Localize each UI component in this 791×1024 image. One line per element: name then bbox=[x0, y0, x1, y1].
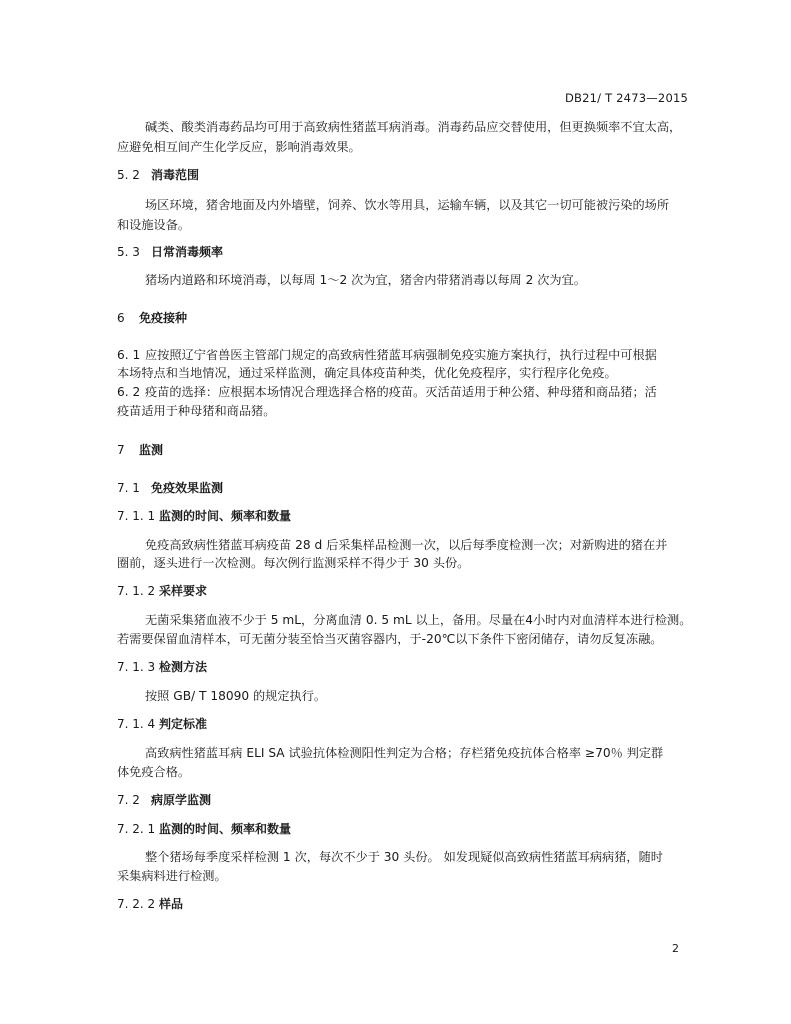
paragraph-line: 场区环境，猪舍地面及内外墙壁，饲养、饮水等用具，运输车辆，以及其它一切可能被污染的场所 bbox=[145, 198, 670, 212]
section-heading-7-2 bbox=[117, 792, 697, 808]
section-title: 采样要求 bbox=[159, 584, 208, 598]
section-number: 6 bbox=[117, 311, 125, 325]
clause-text: 应按照辽宁省兽医主管部门规定的高致病性猪蓝耳病强制免疫实施方案执行，执行过程中可根据 bbox=[145, 348, 657, 362]
clause-6-2-line bbox=[117, 384, 697, 400]
section-heading-7-1-3 bbox=[117, 659, 697, 675]
paragraph-line: 整个猪场每季度采样检测 1 次，每次不少于 30 头份。 如发现疑似高致病性猪蓝耳病病猪，随时 bbox=[145, 850, 663, 864]
clause-number: 6. 1 bbox=[117, 348, 141, 362]
section-heading-7-1 bbox=[117, 480, 697, 496]
section-title: 监测的时间、频率和数量 bbox=[159, 822, 292, 836]
paragraph-line: 和设施设备。 bbox=[117, 218, 191, 232]
paragraph-line: 应避免相互间产生化学反应，影响消毒效果。 bbox=[117, 140, 361, 154]
section-number: 7. 1. 3 bbox=[117, 660, 156, 674]
section-title: 监测的时间、频率和数量 bbox=[159, 509, 292, 523]
section-title: 免疫接种 bbox=[139, 311, 188, 325]
paragraph-line: 圈前，逐头进行一次检测。每次例行监测采样不得少于 30 头份。 bbox=[117, 556, 470, 570]
section-number: 7. 1. 1 bbox=[117, 509, 156, 523]
section-title: 病原学监测 bbox=[151, 793, 212, 807]
paragraph-line: 按照 GB/ T 18090 的规定执行。 bbox=[145, 689, 327, 703]
section-number: 7. 2. 1 bbox=[117, 822, 156, 836]
section-number: 7. 1. 4 bbox=[117, 717, 156, 731]
section-heading-5-3 bbox=[117, 244, 697, 260]
section-title: 免疫效果监测 bbox=[151, 481, 224, 495]
section-heading-7 bbox=[117, 442, 697, 458]
clause-6-1-line bbox=[117, 347, 697, 363]
section-number: 7 bbox=[117, 443, 125, 457]
section-number: 5. 2 bbox=[117, 168, 140, 182]
section-heading-5-2 bbox=[117, 167, 697, 183]
clause-text: 疫苗的选择：应根据本场情况合理选择合格的疫苗。灭活苗适用于种公猪、种母猪和商品猪；活 bbox=[145, 385, 657, 399]
section-heading-7-2-2 bbox=[117, 896, 697, 912]
section-heading-7-2-1 bbox=[117, 821, 697, 837]
section-heading-7-1-2 bbox=[117, 583, 697, 599]
section-heading-7-1-1 bbox=[117, 508, 697, 524]
section-title: 检测方法 bbox=[159, 660, 208, 674]
section-title: 消毒范围 bbox=[151, 168, 200, 182]
section-number: 7. 2. 2 bbox=[117, 897, 156, 911]
paragraph-line: 猪场内道路和环境消毒，以每周 1～2 次为宜，猪舍内带猪消毒以每周 2 次为宜。 bbox=[145, 273, 586, 287]
paragraph-line: 若需要保留血清样本，可无菌分装至恰当灭菌容器内，于-20℃以下条件下密闭储存，请勿反复冻融。 bbox=[117, 632, 663, 646]
section-title: 判定标准 bbox=[159, 717, 208, 731]
section-heading-6 bbox=[117, 310, 697, 326]
paragraph-line: 碱类、酸类消毒药品均可用于高致病性猪蓝耳病消毒。消毒药品应交替使用，但更换频率不宜太高， bbox=[145, 120, 682, 134]
clause-number: 6. 2 bbox=[117, 385, 141, 399]
section-heading-7-1-4 bbox=[117, 716, 697, 732]
section-number: 7. 1. 2 bbox=[117, 584, 156, 598]
section-number: 7. 2 bbox=[117, 793, 140, 807]
section-number: 7. 1 bbox=[117, 481, 140, 495]
document-code: DB21/ T 2473—2015 bbox=[564, 91, 688, 105]
section-number: 5. 3 bbox=[117, 245, 140, 259]
paragraph-line: 免疫高致病性猪蓝耳病疫苗 28 d 后采集样品检测一次，以后每季度检测一次；对新购进的猪在并 bbox=[145, 538, 668, 552]
section-title: 样品 bbox=[159, 897, 184, 911]
paragraph-line: 无菌采集猪血液不少于 5 mL，分离血清 0. 5 mL 以上，备用。尽量在4小时内对血清样本进行检测。 bbox=[145, 613, 692, 627]
paragraph-line: 本场特点和当地情况，通过采样监测，确定具体疫苗种类，优化免疫程序，实行程序化免疫。 bbox=[117, 366, 617, 380]
section-title: 日常消毒频率 bbox=[151, 245, 224, 259]
section-title: 监测 bbox=[139, 443, 164, 457]
paragraph-line: 高致病性猪蓝耳病 ELI SA 试验抗体检测阳性判定为合格；存栏猪免疫抗体合格率 ≥70％ 判定群 bbox=[145, 746, 664, 760]
paragraph-line: 采集病料进行检测。 bbox=[117, 869, 227, 883]
paragraph-line: 疫苗适用于种母猪和商品猪。 bbox=[117, 404, 276, 418]
paragraph-line: 体免疫合格。 bbox=[117, 765, 191, 779]
page-number: 2 bbox=[672, 942, 679, 955]
